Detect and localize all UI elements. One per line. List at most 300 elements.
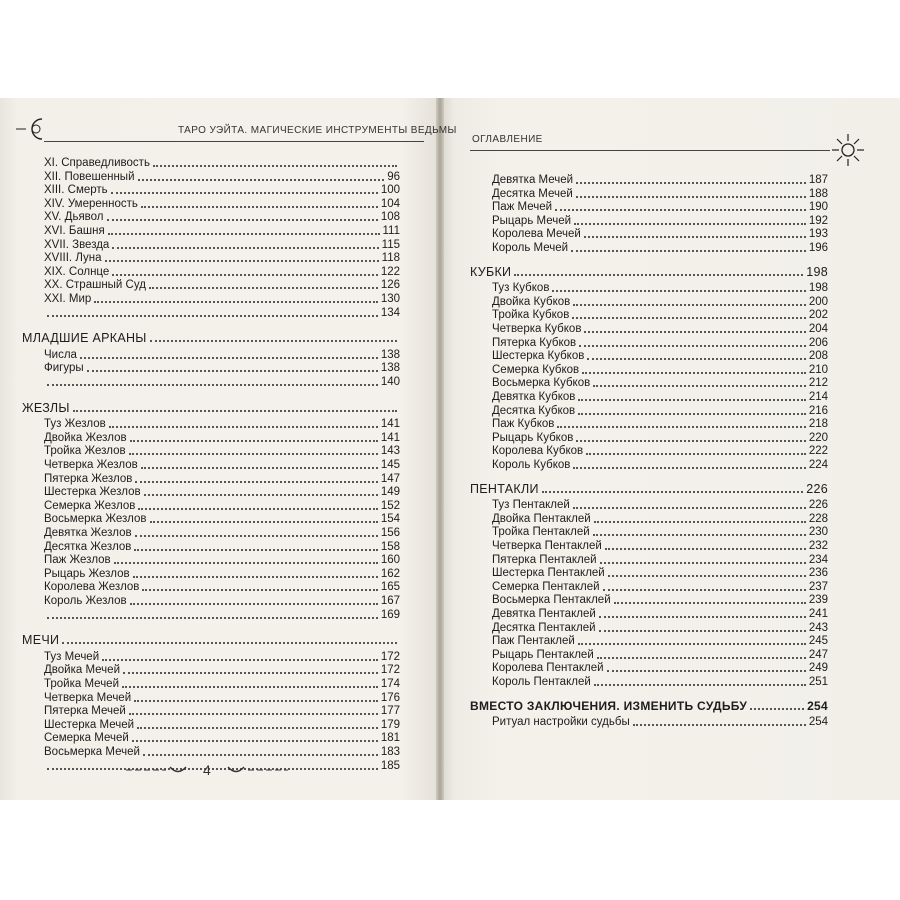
toc-entry-page: 126 [380, 279, 400, 292]
toc-entry-title: Туз Мечей [44, 650, 100, 663]
toc-leader-dots [514, 265, 803, 276]
toc-entry-page: 140 [380, 376, 400, 388]
toc-entry [470, 200, 828, 214]
toc-leader-dots [571, 241, 806, 252]
toc-entry [22, 677, 400, 691]
toc-entry-title: Паж Кубков [492, 418, 555, 431]
folio-ornament-left-icon [126, 762, 196, 778]
toc-entry [470, 444, 828, 458]
toc-entry-page: 177 [380, 705, 400, 718]
toc-entry-page: 149 [380, 486, 400, 499]
toc-entry-page: 202 [808, 309, 828, 322]
left-header-rule [44, 141, 424, 142]
toc-entry [470, 363, 828, 377]
toc-leader-dots [597, 648, 806, 659]
toc-leader-dots [750, 699, 804, 710]
toc-leader-dots [587, 349, 805, 360]
toc-leader-dots [107, 210, 378, 221]
toc-entry [22, 458, 400, 472]
toc-leader-dots [135, 472, 377, 483]
toc-entry-title: Шестерка Кубков [492, 350, 585, 363]
toc-entry-page: 118 [381, 252, 400, 265]
toc-entry [22, 580, 400, 594]
toc-entry-page: 226 [808, 499, 828, 512]
toc-entry [22, 718, 400, 732]
toc-entry [22, 210, 400, 224]
toc-leader-dots [584, 322, 805, 333]
toc-leader-dots [144, 485, 378, 496]
toc-entry [22, 594, 400, 608]
toc-leader-dots [47, 375, 378, 386]
toc-entry-page: 111 [382, 225, 400, 237]
toc-entry-title: Туз Кубков [492, 282, 550, 295]
toc-leader-dots [47, 306, 378, 317]
toc-entry-page: 249 [808, 662, 828, 675]
toc-entry [22, 251, 400, 265]
toc-entry-page: 134 [380, 306, 400, 319]
toc-entry [470, 648, 828, 662]
toc-leader-dots [578, 404, 806, 415]
toc-entry-page: 138 [380, 362, 400, 375]
toc-entry-title: Шестерка Мечей [44, 718, 135, 731]
toc-entry-page: 183 [380, 746, 400, 758]
left-toc-list [22, 156, 400, 772]
toc-entry-page: 254 [808, 716, 828, 729]
toc-entry [470, 675, 828, 689]
toc-entry-title: МЛАДШИЕ АРКАНЫ [22, 331, 147, 346]
toc-leader-dots [579, 336, 806, 347]
toc-leader-dots [135, 526, 378, 537]
toc-leader-dots [573, 295, 806, 306]
toc-leader-dots [586, 444, 806, 455]
toc-entry [22, 608, 400, 622]
toc-entry-title: Числа [44, 348, 77, 361]
toc-entry-title: Шестерка Пентаклей [492, 567, 605, 580]
toc-entry [22, 292, 400, 306]
toc-leader-dots [123, 663, 378, 674]
toc-leader-dots [576, 431, 805, 442]
toc-entry [22, 361, 400, 375]
toc-entry-title: Королева Мечей [492, 228, 581, 241]
toc-entry [22, 691, 400, 705]
toc-entry-page: 216 [808, 404, 828, 417]
toc-entry-page: 143 [380, 445, 400, 458]
toc-entry-title: XVIII. Луна [44, 252, 102, 265]
toc-entry-page: 165 [380, 581, 400, 594]
toc-leader-dots [142, 580, 377, 591]
toc-entry-title: Паж Мечей [492, 201, 553, 214]
toc-leader-dots [132, 731, 378, 742]
toc-entry [470, 566, 828, 580]
toc-entry [470, 390, 828, 404]
toc-entry-title: Королева Жезлов [44, 581, 140, 594]
toc-entry-page: 179 [380, 718, 400, 731]
toc-entry [22, 306, 400, 320]
toc-entry-page: 200 [808, 295, 828, 308]
toc-entry-page: 208 [808, 350, 828, 363]
toc-entry [22, 472, 400, 486]
toc-leader-dots [607, 661, 806, 672]
toc-entry-title: ВМЕСТО ЗАКЛЮЧЕНИЯ. ИЗМЕНИТЬ СУДЬБУ [470, 698, 748, 713]
toc-entry-page: 160 [380, 554, 400, 567]
toc-entry [470, 699, 828, 713]
toc-entry-page: 220 [808, 431, 828, 444]
right-header-rule [470, 150, 830, 151]
toc-leader-dots [130, 594, 378, 605]
toc-entry-page: 239 [808, 594, 828, 607]
toc-entry [22, 224, 400, 238]
toc-entry [470, 661, 828, 675]
toc-entry-page: 251 [808, 676, 828, 688]
toc-entry [470, 265, 828, 279]
toc-leader-dots [603, 580, 806, 591]
toc-entry-page: 218 [808, 418, 828, 431]
toc-entry [22, 512, 400, 526]
toc-entry-title: Восьмерка Мечей [44, 746, 140, 758]
toc-entry-page: 108 [380, 211, 400, 224]
toc-entry-title: МЕЧИ [22, 633, 60, 648]
toc-entry-page: 204 [808, 323, 828, 335]
toc-leader-dots [112, 265, 378, 276]
toc-entry [22, 663, 400, 677]
toc-entry [470, 593, 828, 607]
toc-leader-dots [605, 539, 806, 550]
toc-entry-page: 228 [808, 512, 828, 525]
toc-entry-page: 122 [380, 265, 400, 278]
toc-leader-dots [572, 308, 806, 319]
toc-leader-dots [102, 650, 378, 661]
toc-leader-dots [599, 607, 806, 618]
toc-entry-title: Ритуал настройки судьбы [492, 716, 630, 729]
toc-entry-title: Король Кубков [492, 459, 571, 471]
toc-entry-title: Десятка Жезлов [44, 540, 132, 553]
toc-leader-dots [111, 183, 378, 194]
toc-entry-title: XIV. Умеренность [44, 197, 138, 210]
toc-entry-page: 196 [808, 242, 828, 254]
toc-leader-dots [593, 376, 806, 387]
toc-entry [470, 241, 828, 255]
toc-leader-dots [150, 331, 397, 342]
toc-leader-dots [153, 156, 397, 167]
toc-entry-page: 214 [808, 391, 828, 403]
toc-entry-page: 147 [380, 472, 400, 485]
toc-entry [22, 759, 400, 773]
toc-leader-dots [576, 173, 806, 184]
toc-entry-title: Девятка Пентаклей [492, 608, 596, 620]
toc-entry [470, 322, 828, 336]
toc-leader-dots [138, 499, 377, 510]
toc-entry-page: 145 [380, 459, 400, 471]
book-gutter [436, 98, 444, 800]
toc-entry-page: 254 [807, 698, 828, 713]
toc-entry [470, 621, 828, 635]
toc-entry-title: ЖЕЗЛЫ [22, 400, 70, 415]
toc-entry-page: 167 [380, 595, 400, 607]
toc-entry [470, 349, 828, 363]
toc-entry [470, 214, 828, 228]
toc-leader-dots [600, 553, 806, 564]
toc-entry-page: 181 [380, 732, 400, 745]
toc-entry-title: Десятка Мечей [492, 187, 573, 200]
toc-entry [22, 156, 400, 170]
toc-leader-dots [584, 227, 806, 238]
toc-leader-dots [578, 390, 805, 401]
toc-entry [22, 265, 400, 279]
toc-entry [22, 238, 400, 252]
toc-entry-title: XIII. Смерть [44, 184, 108, 197]
toc-entry [22, 526, 400, 540]
toc-entry-page: 172 [380, 664, 400, 677]
toc-entry [470, 634, 828, 648]
toc-entry-title: XV. Дьявол [44, 211, 104, 224]
toc-entry-title: Пятерка Пентаклей [492, 553, 597, 566]
toc-entry [470, 498, 828, 512]
toc-entry-page: 226 [806, 481, 828, 496]
toc-entry [22, 704, 400, 718]
toc-leader-dots [134, 540, 377, 551]
toc-entry-page: 222 [808, 445, 828, 458]
toc-entry [470, 336, 828, 350]
toc-entry [470, 580, 828, 594]
toc-entry-page: 96 [387, 170, 400, 183]
toc-leader-dots [80, 348, 378, 359]
toc-leader-dots [557, 417, 805, 428]
toc-entry-title: Двойка Кубков [492, 295, 571, 308]
toc-entry-page: 138 [380, 348, 400, 361]
toc-entry-title: XX. Страшный Суд [44, 279, 146, 292]
toc-entry-title: Рыцарь Жезлов [44, 567, 130, 580]
toc-entry [22, 348, 400, 362]
toc-entry-page: 169 [380, 608, 400, 621]
toc-entry-page: 172 [380, 650, 400, 663]
toc-entry [22, 197, 400, 211]
toc-entry [470, 173, 828, 187]
toc-leader-dots [114, 553, 378, 564]
toc-leader-dots [105, 251, 379, 262]
toc-entry-title: Семерка Кубков [492, 363, 580, 376]
toc-leader-dots [109, 417, 378, 428]
toc-leader-dots [143, 745, 378, 756]
toc-entry-title: Король Пентаклей [492, 676, 591, 688]
toc-leader-dots [578, 634, 806, 645]
toc-entry [22, 567, 400, 581]
toc-entry-title: Девятка Кубков [492, 391, 576, 403]
toc-leader-dots [573, 458, 805, 469]
toc-entry [22, 183, 400, 197]
toc-entry-page: 152 [380, 499, 400, 512]
toc-leader-dots [47, 759, 378, 770]
toc-leader-dots [141, 458, 378, 469]
toc-entry-title: XIX. Солнце [44, 265, 110, 278]
toc-entry [22, 499, 400, 513]
toc-entry-page: 247 [808, 648, 828, 661]
toc-entry [22, 540, 400, 554]
toc-entry-page: 232 [808, 540, 828, 552]
toc-entry-title: Паж Жезлов [44, 554, 111, 567]
toc-leader-dots [552, 281, 805, 292]
toc-entry-title: Десятка Пентаклей [492, 621, 596, 634]
toc-leader-dots [94, 292, 377, 303]
toc-leader-dots [149, 278, 378, 289]
toc-entry [22, 633, 400, 647]
toc-entry-title: Двойка Пентаклей [492, 512, 591, 525]
toc-entry [22, 650, 400, 664]
toc-leader-dots [134, 691, 378, 702]
toc-entry-page: 241 [808, 608, 828, 620]
toc-entry-title: XVII. Звезда [44, 238, 110, 251]
toc-entry-title: Семерка Пентаклей [492, 580, 600, 593]
right-running-head: ОГЛАВЛЕНИЕ [472, 134, 543, 145]
toc-entry-title: Девятка Жезлов [44, 527, 132, 539]
toc-entry-title: Четверка Пентаклей [492, 540, 602, 552]
toc-entry [470, 431, 828, 445]
toc-leader-dots [129, 704, 378, 715]
toc-leader-dots [47, 608, 378, 619]
toc-entry-page: 243 [808, 621, 828, 634]
toc-leader-dots [73, 401, 397, 412]
toc-entry-title: Королева Кубков [492, 445, 584, 458]
toc-entry-title: XI. Справедливость [44, 157, 150, 169]
toc-entry [470, 376, 828, 390]
toc-entry-page: 104 [380, 197, 400, 210]
toc-entry-title: Восьмерка Кубков [492, 377, 591, 390]
toc-entry [470, 512, 828, 526]
toc-leader-dots [137, 718, 378, 729]
toc-entry-page: 115 [381, 238, 400, 251]
book-spread [0, 98, 900, 800]
toc-entry-page: 141 [380, 431, 400, 444]
toc-entry-page: 190 [808, 201, 828, 214]
toc-entry [470, 525, 828, 539]
toc-entry [470, 295, 828, 309]
toc-entry-page: 230 [808, 526, 828, 539]
toc-entry [470, 553, 828, 567]
toc-entry-page: 187 [808, 174, 828, 186]
toc-entry [470, 417, 828, 431]
toc-entry-page: 158 [380, 540, 400, 553]
toc-entry-title: Тройка Жезлов [44, 445, 126, 458]
toc-entry-title: Пятерка Жезлов [44, 472, 133, 485]
sun-ornament-icon [830, 132, 866, 168]
toc-leader-dots [614, 593, 806, 604]
toc-leader-dots [133, 567, 378, 578]
toc-entry-title: XXI. Мир [44, 293, 92, 305]
toc-entry [22, 745, 400, 759]
toc-entry-title: Четверка Кубков [492, 323, 582, 335]
toc-entry-page: 206 [808, 336, 828, 349]
toc-entry [22, 731, 400, 745]
toc-leader-dots [593, 525, 806, 536]
toc-entry [22, 417, 400, 431]
toc-leader-dots [573, 498, 806, 509]
toc-entry-page: 174 [380, 678, 400, 690]
toc-entry-title: Королева Пентаклей [492, 662, 604, 675]
left-running-head: ТАРО УЭЙТА. МАГИЧЕСКИЕ ИНСТРУМЕНТЫ ВЕДЬМЫ [178, 125, 457, 136]
toc-leader-dots [112, 238, 378, 249]
right-toc-list [470, 173, 828, 773]
toc-leader-dots [574, 214, 806, 225]
toc-entry [22, 170, 400, 184]
toc-entry [470, 308, 828, 322]
toc-leader-dots [542, 482, 803, 493]
toc-entry-title: Рыцарь Кубков [492, 431, 574, 444]
toc-entry-title: Восьмерка Пентаклей [492, 594, 611, 607]
toc-leader-dots [555, 200, 806, 211]
toc-leader-dots [150, 512, 378, 523]
toc-entry-page: 162 [380, 567, 400, 580]
toc-entry-title: КУБКИ [470, 264, 512, 279]
toc-entry-title: Паж Пентаклей [492, 635, 575, 648]
toc-entry [470, 404, 828, 418]
toc-entry-title: Пятерка Мечей [44, 705, 126, 718]
toc-entry [470, 227, 828, 241]
toc-entry-page: 185 [380, 759, 400, 772]
toc-entry-title: Восьмерка Жезлов [44, 513, 147, 526]
toc-entry-title: Семерка Мечей [44, 732, 129, 745]
toc-leader-dots [138, 170, 385, 181]
toc-entry [22, 331, 400, 345]
toc-entry-title: Фигуры [44, 362, 84, 375]
toc-leader-dots [130, 431, 378, 442]
toc-entry-title: Рыцарь Пентаклей [492, 648, 594, 661]
toc-entry-page: 234 [808, 553, 828, 566]
toc-leader-dots [599, 621, 806, 632]
toc-entry-title: ПЕНТАКЛИ [470, 481, 539, 496]
toc-entry-page: 224 [808, 459, 828, 471]
toc-entry-title: Тройка Мечей [44, 678, 120, 690]
toc-leader-dots [608, 566, 806, 577]
toc-entry [470, 482, 828, 496]
folio-ornament-right-icon [218, 762, 288, 778]
toc-entry-title: Семерка Жезлов [44, 499, 136, 512]
toc-entry-page: 156 [380, 527, 400, 539]
toc-entry-title: Двойка Мечей [44, 664, 120, 677]
toc-entry-title: Туз Жезлов [44, 418, 106, 431]
toc-leader-dots [108, 224, 380, 235]
toc-entry-page: 212 [808, 377, 828, 390]
toc-leader-dots [62, 633, 397, 644]
toc-entry-title: Пятерка Кубков [492, 336, 577, 349]
toc-entry-page: 210 [808, 363, 828, 376]
toc-leader-dots [594, 675, 806, 686]
toc-entry-page: 176 [380, 691, 400, 704]
toc-entry-title: Тройка Кубков [492, 309, 570, 322]
toc-entry [470, 458, 828, 472]
toc-entry-title: Четверка Жезлов [44, 459, 138, 471]
toc-entry-title: Туз Пентаклей [492, 499, 570, 512]
toc-entry-title: XVI. Башня [44, 225, 105, 237]
toc-entry-page: 130 [380, 293, 400, 305]
toc-entry [22, 553, 400, 567]
toc-entry-page: 198 [808, 282, 828, 295]
toc-entry-page: 198 [806, 264, 828, 279]
toc-entry [470, 607, 828, 621]
toc-entry-page: 154 [380, 513, 400, 526]
toc-entry [470, 715, 828, 729]
toc-entry [470, 187, 828, 201]
moon-sun-ornament-icon [12, 116, 62, 142]
toc-entry-title: Четверка Мечей [44, 691, 132, 704]
toc-entry [22, 375, 400, 389]
toc-leader-dots [129, 444, 378, 455]
toc-entry-title: Тройка Пентаклей [492, 526, 590, 539]
toc-entry-page: 141 [380, 418, 400, 431]
toc-entry-title: Двойка Жезлов [44, 431, 127, 444]
toc-entry-page: 193 [808, 228, 828, 241]
toc-entry [470, 281, 828, 295]
toc-entry-page: 236 [808, 567, 828, 580]
toc-entry-title: Король Жезлов [44, 595, 127, 607]
